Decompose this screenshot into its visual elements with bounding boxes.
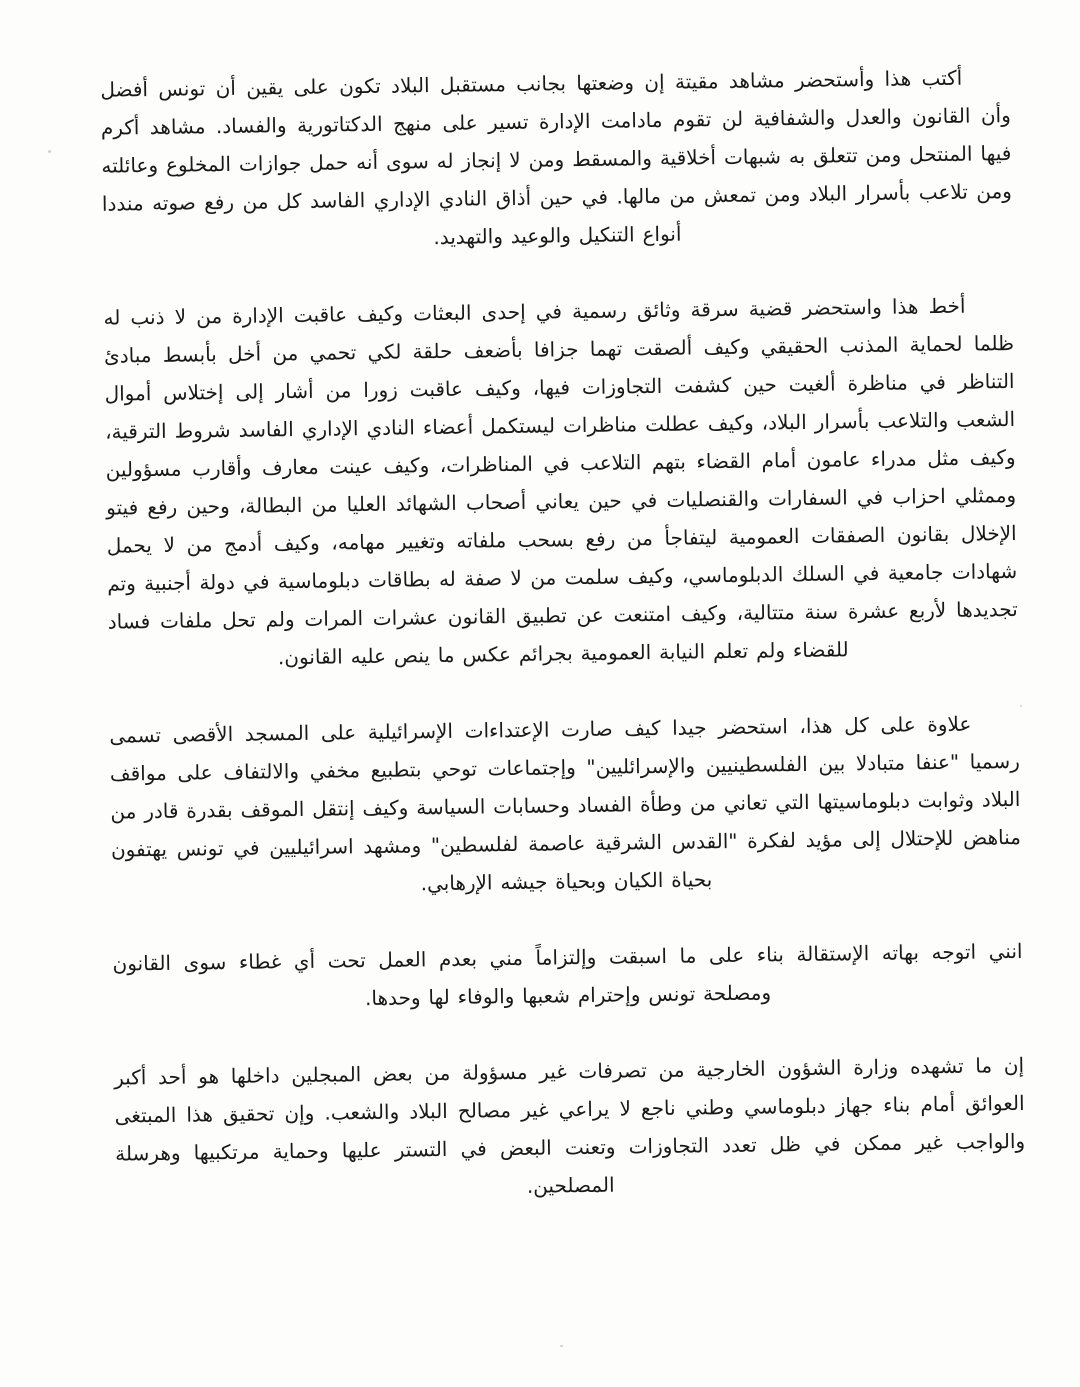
paragraph-2: أخط هذا واستحضر قضية سرقة وثائق رسمية في إحدى البعثات وكيف عاقبت الإدارة من لا ذنب له ظلما لحماية المذنب الحقيقي وكيف ألصقت تهما جزافا بأضعف حلقة لكي تحمي من أخل بأبسط مبادئ التناظر في مناظرة ألغيت حين كشفت التجاوزات فيها، وكيف عاقبت زورا من أشار إلى إختلاس أموال الشعب والتلاعب بأسرار البلاد، وكيف عطلت مناظرات ليستكمل أعضاء النادي الإداري الفاسد شروط الترقية، وكيف مثل مدراء عامون أمام القضاء بتهم التلاعب في المناظرات، وكيف عينت معارف وأقارب مسؤولين وممثلي احزاب في السفارات والقنصليات في حين يعاني أصحاب الشهائد العليا من البطالة، وحين رفع فيتو الإخلال بقانون الصفقات العمومية ليتفاجأ من رفع بسحب ملفاته وتغيير مهامه، وكيف أدمج من لا يحمل شهادات جامعية في السلك الدبلوماسي، وكيف سلمت من لا صفة له بطاقات دبلوماسية في دولة أجنبية وتم تجديدها لأربع عشرة سنة متتالية، وكيف امتنعت عن تطبيق القانون عشرات المرات ولم تحل ملفات فساد للقضاء ولم تعلم النيابة العمومية بجرائم عكس ما ينص عليه القانون. xyxy=(103,293,1018,670)
paragraph-3: علاوة على كل هذا، استحضر جيدا كيف صارت الإعتداءات الإسرائيلية على المسجد الأقصى تسمى رسميا "عنفا متبادلا بين الفلسطينيين والإسرائليين" وإجتماعات توحي بتطبيع مخفي والالتفاف على مواقف البلاد وثوابت دبلوماسيتها التي تعاني من وطأة الفساد وحسابات السياسة وكيف إنتقل الموقف بقدرة قادر من مناهض للإحتلال إلى مؤيد لفكرة "القدس الشرقية عاصمة لفلسطين" ومشهد اسرائيليين في تونس يهتفون بحياة الكيان وبحياة جيشه الإرهابي. xyxy=(109,711,1022,896)
scan-speck xyxy=(48,150,51,153)
paragraph-1: أكتب هذا وأستحضر مشاهد مقيتة إن وضعتها بجانب مستقبل البلاد تكون على يقين أن تونس أفضل وأن القانون والعدل والشفافية لن تقوم مادامت الإدارة تسير على منهج الدكتاتورية والفساد. مشاهد أكرم فيها المنتحل ومن تتعلق به شبهات أخلاقية والمسقط ومن لا إنجاز له سوى أنه حمل جوازات المخلوع وعائلته ومن تلاعب بأسرار البلاد ومن تمعش من مالها. في حين أذاق النادي الإداري الفاسد كل من رفع صوته منددا أنواع التنكيل والوعيد والتهديد. xyxy=(100,65,1013,250)
paragraph-4: انني اتوجه بهاته الإستقالة بناء على ما اسبقت وإلتزاماً مني بعدم العمل تحت أي غطاء سوى القانون ومصلحة تونس وإحترام شعبها والوفاء لها وحدها. xyxy=(112,938,1023,1011)
scan-speck xyxy=(560,1345,563,1347)
paragraph-5: إن ما تشهده وزارة الشؤون الخارجية من تصرفات غير مسؤولة من بعض المبجلين داخلها هو أحد أكبر العوائق أمام بناء جهاز دبلوماسي وطني ناجع لا يراعي غير مصالح البلاد والشعب. وإن تحقيق هذا المبتغى والواجب غير ممكن في ظل تعدد التجاوزات وتعنت البعض في التستر عليها وحماية مرتكبيها وهرسلة المصلحين. xyxy=(113,1052,1026,1198)
scanned-text-block xyxy=(100,58,1026,1211)
letter-body xyxy=(100,58,1026,1211)
scan-speck xyxy=(1020,705,1022,707)
